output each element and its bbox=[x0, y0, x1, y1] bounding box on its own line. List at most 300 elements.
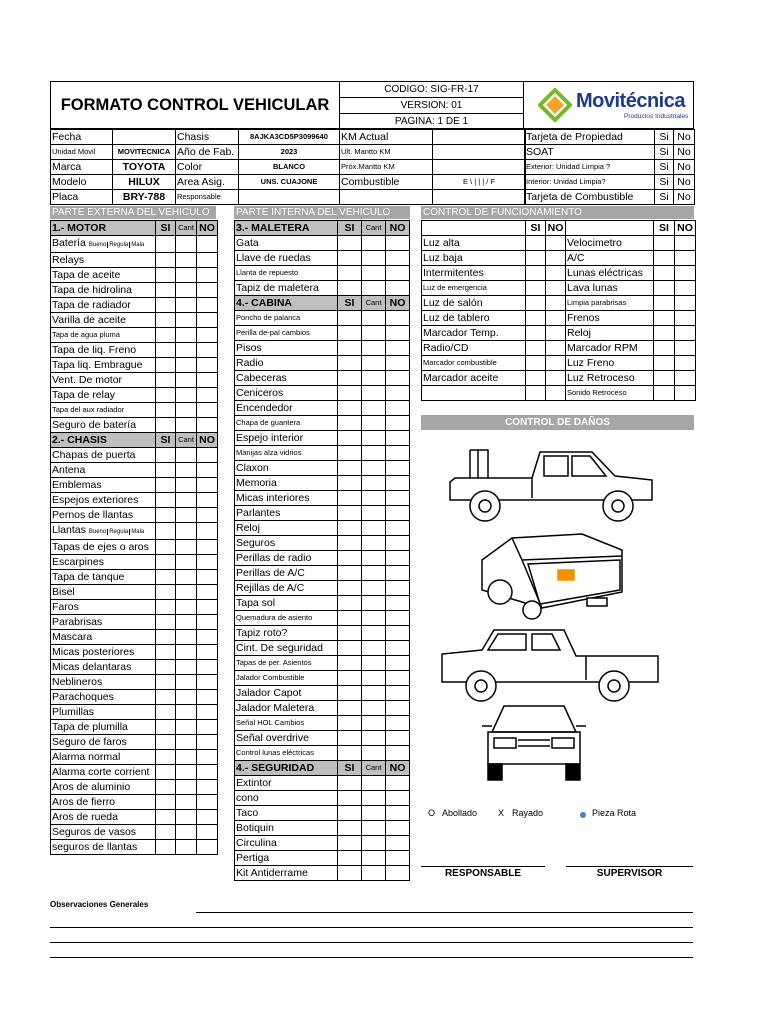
no-checkbox[interactable] bbox=[386, 611, 410, 626]
cant-field[interactable] bbox=[176, 328, 197, 343]
cant-field[interactable] bbox=[176, 343, 197, 358]
si-checkbox[interactable] bbox=[156, 690, 176, 705]
si-checkbox[interactable] bbox=[338, 821, 362, 836]
cant-field[interactable] bbox=[176, 630, 197, 645]
si-checkbox[interactable] bbox=[156, 615, 176, 630]
si-checkbox[interactable] bbox=[338, 551, 362, 566]
no-checkbox[interactable] bbox=[546, 296, 566, 311]
cant-field[interactable] bbox=[362, 536, 386, 551]
no-checkbox[interactable] bbox=[197, 493, 218, 508]
si-checkbox[interactable] bbox=[156, 493, 176, 508]
no-checkbox[interactable] bbox=[197, 570, 218, 585]
si-checkbox[interactable] bbox=[654, 386, 675, 401]
cant-field[interactable] bbox=[362, 806, 386, 821]
si-checkbox[interactable] bbox=[338, 371, 362, 386]
si-checkbox[interactable] bbox=[338, 791, 362, 806]
no-checkbox[interactable]: No bbox=[674, 160, 695, 175]
condition-option[interactable]: Bueno bbox=[88, 529, 107, 535]
no-checkbox[interactable] bbox=[386, 746, 410, 761]
no-checkbox[interactable] bbox=[386, 821, 410, 836]
cant-field[interactable] bbox=[362, 266, 386, 281]
si-checkbox[interactable]: Si bbox=[655, 130, 674, 145]
no-checkbox[interactable] bbox=[197, 795, 218, 810]
no-checkbox[interactable] bbox=[386, 281, 410, 296]
si-checkbox[interactable] bbox=[526, 296, 546, 311]
no-checkbox[interactable] bbox=[675, 386, 696, 401]
si-checkbox[interactable] bbox=[338, 671, 362, 686]
cant-field[interactable] bbox=[176, 298, 197, 313]
si-checkbox[interactable] bbox=[156, 268, 176, 283]
cant-field[interactable] bbox=[176, 825, 197, 840]
no-checkbox[interactable]: No bbox=[674, 145, 695, 160]
cant-field[interactable] bbox=[362, 251, 386, 266]
cant-field[interactable] bbox=[176, 795, 197, 810]
condition-option[interactable]: Bueno bbox=[88, 242, 107, 248]
no-checkbox[interactable] bbox=[197, 735, 218, 750]
cant-field[interactable] bbox=[362, 731, 386, 746]
si-checkbox[interactable] bbox=[338, 731, 362, 746]
cant-field[interactable] bbox=[176, 690, 197, 705]
si-checkbox[interactable] bbox=[338, 491, 362, 506]
si-checkbox[interactable] bbox=[156, 418, 176, 433]
cant-field[interactable] bbox=[176, 750, 197, 765]
no-checkbox[interactable] bbox=[197, 675, 218, 690]
no-checkbox[interactable] bbox=[546, 311, 566, 326]
si-checkbox[interactable] bbox=[338, 716, 362, 731]
no-checkbox[interactable] bbox=[197, 508, 218, 523]
no-checkbox[interactable] bbox=[675, 371, 696, 386]
cant-field[interactable] bbox=[176, 585, 197, 600]
si-checkbox[interactable] bbox=[156, 645, 176, 660]
cant-field[interactable] bbox=[176, 388, 197, 403]
no-checkbox[interactable] bbox=[197, 418, 218, 433]
cant-field[interactable] bbox=[362, 416, 386, 431]
cant-field[interactable] bbox=[362, 431, 386, 446]
si-checkbox[interactable] bbox=[654, 266, 675, 281]
cant-field[interactable] bbox=[176, 540, 197, 555]
no-checkbox[interactable] bbox=[197, 523, 218, 540]
si-checkbox[interactable] bbox=[338, 236, 362, 251]
cant-field[interactable] bbox=[176, 508, 197, 523]
field-value[interactable]: UNS. CUAJONE bbox=[239, 175, 340, 190]
si-checkbox[interactable] bbox=[156, 810, 176, 825]
no-checkbox[interactable] bbox=[386, 836, 410, 851]
observaciones-line[interactable] bbox=[50, 927, 693, 928]
cant-field[interactable] bbox=[176, 253, 197, 268]
si-checkbox[interactable] bbox=[156, 328, 176, 343]
no-checkbox[interactable] bbox=[386, 536, 410, 551]
cant-field[interactable] bbox=[176, 735, 197, 750]
cant-field[interactable] bbox=[362, 851, 386, 866]
cant-field[interactable] bbox=[176, 615, 197, 630]
cant-field[interactable] bbox=[362, 371, 386, 386]
no-checkbox[interactable] bbox=[386, 446, 410, 461]
no-checkbox[interactable] bbox=[546, 386, 566, 401]
field-value[interactable]: TOYOTA bbox=[113, 160, 176, 175]
si-checkbox[interactable]: Si bbox=[655, 145, 674, 160]
no-checkbox[interactable] bbox=[386, 311, 410, 326]
cant-field[interactable] bbox=[176, 418, 197, 433]
si-checkbox[interactable] bbox=[156, 840, 176, 855]
si-checkbox[interactable] bbox=[156, 540, 176, 555]
no-checkbox[interactable] bbox=[675, 326, 696, 341]
si-checkbox[interactable] bbox=[338, 851, 362, 866]
no-checkbox[interactable] bbox=[197, 283, 218, 298]
condition-option[interactable]: Regula bbox=[109, 242, 129, 248]
no-checkbox[interactable] bbox=[197, 448, 218, 463]
no-checkbox[interactable] bbox=[197, 328, 218, 343]
si-checkbox[interactable] bbox=[156, 570, 176, 585]
si-checkbox[interactable] bbox=[526, 386, 546, 401]
no-checkbox[interactable] bbox=[386, 371, 410, 386]
cant-field[interactable] bbox=[362, 491, 386, 506]
cant-field[interactable] bbox=[362, 791, 386, 806]
no-checkbox[interactable] bbox=[197, 555, 218, 570]
cant-field[interactable] bbox=[176, 313, 197, 328]
no-checkbox[interactable] bbox=[675, 251, 696, 266]
si-checkbox[interactable] bbox=[526, 356, 546, 371]
si-checkbox[interactable] bbox=[156, 343, 176, 358]
si-checkbox[interactable] bbox=[654, 311, 675, 326]
cant-field[interactable] bbox=[362, 671, 386, 686]
no-checkbox[interactable] bbox=[197, 373, 218, 388]
si-checkbox[interactable] bbox=[156, 373, 176, 388]
si-checkbox[interactable] bbox=[156, 720, 176, 735]
si-checkbox[interactable]: Si bbox=[655, 175, 674, 190]
no-checkbox[interactable] bbox=[197, 253, 218, 268]
si-checkbox[interactable] bbox=[156, 660, 176, 675]
si-checkbox[interactable] bbox=[338, 311, 362, 326]
no-checkbox[interactable] bbox=[386, 551, 410, 566]
no-checkbox[interactable] bbox=[386, 341, 410, 356]
cant-field[interactable] bbox=[176, 810, 197, 825]
no-checkbox[interactable] bbox=[386, 656, 410, 671]
si-checkbox[interactable] bbox=[156, 600, 176, 615]
no-checkbox[interactable] bbox=[675, 341, 696, 356]
observaciones-line[interactable] bbox=[50, 957, 693, 958]
cant-field[interactable] bbox=[362, 701, 386, 716]
no-checkbox[interactable] bbox=[546, 371, 566, 386]
si-checkbox[interactable] bbox=[156, 705, 176, 720]
cant-field[interactable] bbox=[362, 326, 386, 341]
si-checkbox[interactable] bbox=[338, 431, 362, 446]
cant-field[interactable] bbox=[176, 600, 197, 615]
no-checkbox[interactable] bbox=[386, 866, 410, 881]
no-checkbox[interactable] bbox=[386, 851, 410, 866]
no-checkbox[interactable] bbox=[675, 281, 696, 296]
no-checkbox[interactable] bbox=[546, 356, 566, 371]
no-checkbox[interactable] bbox=[386, 431, 410, 446]
cant-field[interactable] bbox=[176, 358, 197, 373]
si-checkbox[interactable] bbox=[338, 401, 362, 416]
cant-field[interactable] bbox=[362, 551, 386, 566]
no-checkbox[interactable] bbox=[197, 600, 218, 615]
si-checkbox[interactable] bbox=[338, 341, 362, 356]
no-checkbox[interactable] bbox=[386, 401, 410, 416]
no-checkbox[interactable] bbox=[386, 806, 410, 821]
si-checkbox[interactable] bbox=[156, 555, 176, 570]
si-checkbox[interactable] bbox=[338, 536, 362, 551]
si-checkbox[interactable] bbox=[338, 251, 362, 266]
no-checkbox[interactable] bbox=[386, 731, 410, 746]
no-checkbox[interactable] bbox=[675, 356, 696, 371]
no-checkbox[interactable] bbox=[386, 671, 410, 686]
si-checkbox[interactable] bbox=[338, 416, 362, 431]
no-checkbox[interactable] bbox=[197, 690, 218, 705]
si-checkbox[interactable] bbox=[156, 358, 176, 373]
cant-field[interactable] bbox=[362, 311, 386, 326]
si-checkbox[interactable] bbox=[338, 776, 362, 791]
field-value[interactable] bbox=[239, 190, 340, 205]
no-checkbox[interactable] bbox=[197, 463, 218, 478]
si-checkbox[interactable] bbox=[526, 251, 546, 266]
si-checkbox[interactable] bbox=[654, 356, 675, 371]
no-checkbox[interactable] bbox=[386, 476, 410, 491]
field-value[interactable]: MOVITECNICA bbox=[113, 145, 176, 160]
no-checkbox[interactable]: No bbox=[674, 130, 695, 145]
cant-field[interactable] bbox=[362, 476, 386, 491]
no-checkbox[interactable] bbox=[197, 630, 218, 645]
si-checkbox[interactable] bbox=[526, 371, 546, 386]
field-value[interactable] bbox=[113, 130, 176, 145]
no-checkbox[interactable] bbox=[197, 825, 218, 840]
si-checkbox[interactable] bbox=[338, 461, 362, 476]
cant-field[interactable] bbox=[362, 236, 386, 251]
si-checkbox[interactable] bbox=[156, 765, 176, 780]
cant-field[interactable] bbox=[362, 506, 386, 521]
no-checkbox[interactable]: No bbox=[674, 190, 695, 205]
no-checkbox[interactable] bbox=[197, 236, 218, 253]
cant-field[interactable] bbox=[362, 566, 386, 581]
cant-field[interactable] bbox=[176, 493, 197, 508]
cant-field[interactable] bbox=[176, 765, 197, 780]
si-checkbox[interactable] bbox=[654, 281, 675, 296]
si-checkbox[interactable] bbox=[338, 746, 362, 761]
field-value[interactable] bbox=[433, 145, 526, 160]
no-checkbox[interactable] bbox=[546, 341, 566, 356]
field-value[interactable] bbox=[433, 130, 526, 145]
no-checkbox[interactable] bbox=[546, 236, 566, 251]
no-checkbox[interactable] bbox=[386, 326, 410, 341]
no-checkbox[interactable] bbox=[197, 585, 218, 600]
si-checkbox[interactable] bbox=[338, 641, 362, 656]
condition-option[interactable]: Mala bbox=[131, 529, 145, 535]
field-value[interactable]: 8AJKA3CD5P3099640 bbox=[239, 130, 340, 145]
no-checkbox[interactable] bbox=[197, 765, 218, 780]
si-checkbox[interactable] bbox=[156, 780, 176, 795]
no-checkbox[interactable] bbox=[386, 566, 410, 581]
cant-field[interactable] bbox=[362, 446, 386, 461]
cant-field[interactable] bbox=[362, 821, 386, 836]
cant-field[interactable] bbox=[362, 611, 386, 626]
cant-field[interactable] bbox=[362, 656, 386, 671]
no-checkbox[interactable]: No bbox=[674, 175, 695, 190]
cant-field[interactable] bbox=[176, 720, 197, 735]
no-checkbox[interactable] bbox=[197, 478, 218, 493]
si-checkbox[interactable] bbox=[338, 686, 362, 701]
no-checkbox[interactable] bbox=[197, 810, 218, 825]
si-checkbox[interactable] bbox=[526, 341, 546, 356]
cant-field[interactable] bbox=[362, 401, 386, 416]
si-checkbox[interactable] bbox=[156, 523, 176, 540]
no-checkbox[interactable] bbox=[386, 386, 410, 401]
cant-field[interactable] bbox=[176, 268, 197, 283]
si-checkbox[interactable] bbox=[156, 298, 176, 313]
cant-field[interactable] bbox=[176, 675, 197, 690]
field-value[interactable]: BRY-788 bbox=[113, 190, 176, 205]
cant-field[interactable] bbox=[362, 836, 386, 851]
no-checkbox[interactable] bbox=[675, 311, 696, 326]
cant-field[interactable] bbox=[362, 716, 386, 731]
no-checkbox[interactable] bbox=[197, 540, 218, 555]
si-checkbox[interactable] bbox=[338, 356, 362, 371]
no-checkbox[interactable] bbox=[386, 251, 410, 266]
cant-field[interactable] bbox=[176, 448, 197, 463]
si-checkbox[interactable] bbox=[156, 795, 176, 810]
cant-field[interactable] bbox=[362, 281, 386, 296]
si-checkbox[interactable] bbox=[338, 326, 362, 341]
si-checkbox[interactable] bbox=[338, 476, 362, 491]
no-checkbox[interactable] bbox=[197, 780, 218, 795]
cant-field[interactable] bbox=[362, 581, 386, 596]
si-checkbox[interactable] bbox=[338, 386, 362, 401]
no-checkbox[interactable] bbox=[197, 840, 218, 855]
si-checkbox[interactable] bbox=[338, 836, 362, 851]
si-checkbox[interactable] bbox=[654, 236, 675, 251]
no-checkbox[interactable] bbox=[386, 776, 410, 791]
no-checkbox[interactable] bbox=[197, 720, 218, 735]
si-checkbox[interactable] bbox=[338, 521, 362, 536]
no-checkbox[interactable] bbox=[546, 266, 566, 281]
cant-field[interactable] bbox=[176, 780, 197, 795]
si-checkbox[interactable] bbox=[156, 236, 176, 253]
si-checkbox[interactable] bbox=[526, 236, 546, 251]
cant-field[interactable] bbox=[362, 461, 386, 476]
si-checkbox[interactable] bbox=[156, 253, 176, 268]
si-checkbox[interactable] bbox=[526, 311, 546, 326]
no-checkbox[interactable] bbox=[197, 403, 218, 418]
si-checkbox[interactable] bbox=[156, 463, 176, 478]
no-checkbox[interactable] bbox=[197, 660, 218, 675]
cant-field[interactable] bbox=[176, 463, 197, 478]
cant-field[interactable] bbox=[362, 386, 386, 401]
no-checkbox[interactable] bbox=[386, 716, 410, 731]
no-checkbox[interactable] bbox=[197, 358, 218, 373]
no-checkbox[interactable] bbox=[197, 750, 218, 765]
si-checkbox[interactable]: Si bbox=[655, 160, 674, 175]
si-checkbox[interactable] bbox=[156, 750, 176, 765]
cant-field[interactable] bbox=[362, 626, 386, 641]
si-checkbox[interactable] bbox=[338, 281, 362, 296]
no-checkbox[interactable] bbox=[386, 461, 410, 476]
si-checkbox[interactable] bbox=[156, 403, 176, 418]
field-value[interactable] bbox=[433, 190, 526, 205]
no-checkbox[interactable] bbox=[386, 416, 410, 431]
cant-field[interactable] bbox=[176, 840, 197, 855]
si-checkbox[interactable] bbox=[338, 446, 362, 461]
field-value[interactable]: E \ | | | / F bbox=[433, 175, 526, 190]
condition-option[interactable]: Mala bbox=[131, 242, 145, 248]
no-checkbox[interactable] bbox=[197, 705, 218, 720]
si-checkbox[interactable] bbox=[654, 341, 675, 356]
observaciones-line[interactable] bbox=[196, 912, 693, 913]
si-checkbox[interactable] bbox=[526, 326, 546, 341]
si-checkbox[interactable] bbox=[156, 508, 176, 523]
si-checkbox[interactable] bbox=[338, 656, 362, 671]
cant-field[interactable] bbox=[362, 596, 386, 611]
cant-field[interactable] bbox=[176, 478, 197, 493]
no-checkbox[interactable] bbox=[386, 641, 410, 656]
si-checkbox[interactable]: Si bbox=[655, 190, 674, 205]
si-checkbox[interactable] bbox=[338, 866, 362, 881]
si-checkbox[interactable] bbox=[654, 371, 675, 386]
no-checkbox[interactable] bbox=[386, 521, 410, 536]
observaciones-line[interactable] bbox=[50, 942, 693, 943]
condition-option[interactable]: Regula bbox=[109, 529, 129, 535]
no-checkbox[interactable] bbox=[546, 326, 566, 341]
no-checkbox[interactable] bbox=[546, 251, 566, 266]
si-checkbox[interactable] bbox=[338, 506, 362, 521]
si-checkbox[interactable] bbox=[338, 611, 362, 626]
si-checkbox[interactable] bbox=[654, 251, 675, 266]
no-checkbox[interactable] bbox=[386, 626, 410, 641]
si-checkbox[interactable] bbox=[338, 581, 362, 596]
no-checkbox[interactable] bbox=[386, 266, 410, 281]
no-checkbox[interactable] bbox=[386, 356, 410, 371]
no-checkbox[interactable] bbox=[386, 686, 410, 701]
si-checkbox[interactable] bbox=[338, 566, 362, 581]
field-value[interactable]: 2023 bbox=[239, 145, 340, 160]
no-checkbox[interactable] bbox=[675, 236, 696, 251]
no-checkbox[interactable] bbox=[546, 281, 566, 296]
si-checkbox[interactable] bbox=[654, 296, 675, 311]
no-checkbox[interactable] bbox=[675, 266, 696, 281]
cant-field[interactable] bbox=[362, 776, 386, 791]
no-checkbox[interactable] bbox=[197, 343, 218, 358]
cant-field[interactable] bbox=[362, 341, 386, 356]
si-checkbox[interactable] bbox=[156, 448, 176, 463]
cant-field[interactable] bbox=[362, 866, 386, 881]
si-checkbox[interactable] bbox=[156, 630, 176, 645]
cant-field[interactable] bbox=[362, 521, 386, 536]
si-checkbox[interactable] bbox=[156, 478, 176, 493]
no-checkbox[interactable] bbox=[386, 791, 410, 806]
no-checkbox[interactable] bbox=[197, 313, 218, 328]
cant-field[interactable] bbox=[362, 641, 386, 656]
si-checkbox[interactable] bbox=[156, 283, 176, 298]
no-checkbox[interactable] bbox=[386, 491, 410, 506]
cant-field[interactable] bbox=[176, 373, 197, 388]
no-checkbox[interactable] bbox=[386, 506, 410, 521]
cant-field[interactable] bbox=[176, 523, 197, 540]
no-checkbox[interactable] bbox=[197, 388, 218, 403]
si-checkbox[interactable] bbox=[526, 266, 546, 281]
cant-field[interactable] bbox=[176, 283, 197, 298]
si-checkbox[interactable] bbox=[156, 388, 176, 403]
si-checkbox[interactable] bbox=[338, 806, 362, 821]
cant-field[interactable] bbox=[176, 570, 197, 585]
si-checkbox[interactable] bbox=[156, 735, 176, 750]
no-checkbox[interactable] bbox=[386, 596, 410, 611]
cant-field[interactable] bbox=[176, 403, 197, 418]
si-checkbox[interactable] bbox=[338, 596, 362, 611]
si-checkbox[interactable] bbox=[156, 675, 176, 690]
si-checkbox[interactable] bbox=[156, 585, 176, 600]
si-checkbox[interactable] bbox=[338, 266, 362, 281]
cant-field[interactable] bbox=[176, 645, 197, 660]
cant-field[interactable] bbox=[362, 746, 386, 761]
field-value[interactable]: BLANCO bbox=[239, 160, 340, 175]
